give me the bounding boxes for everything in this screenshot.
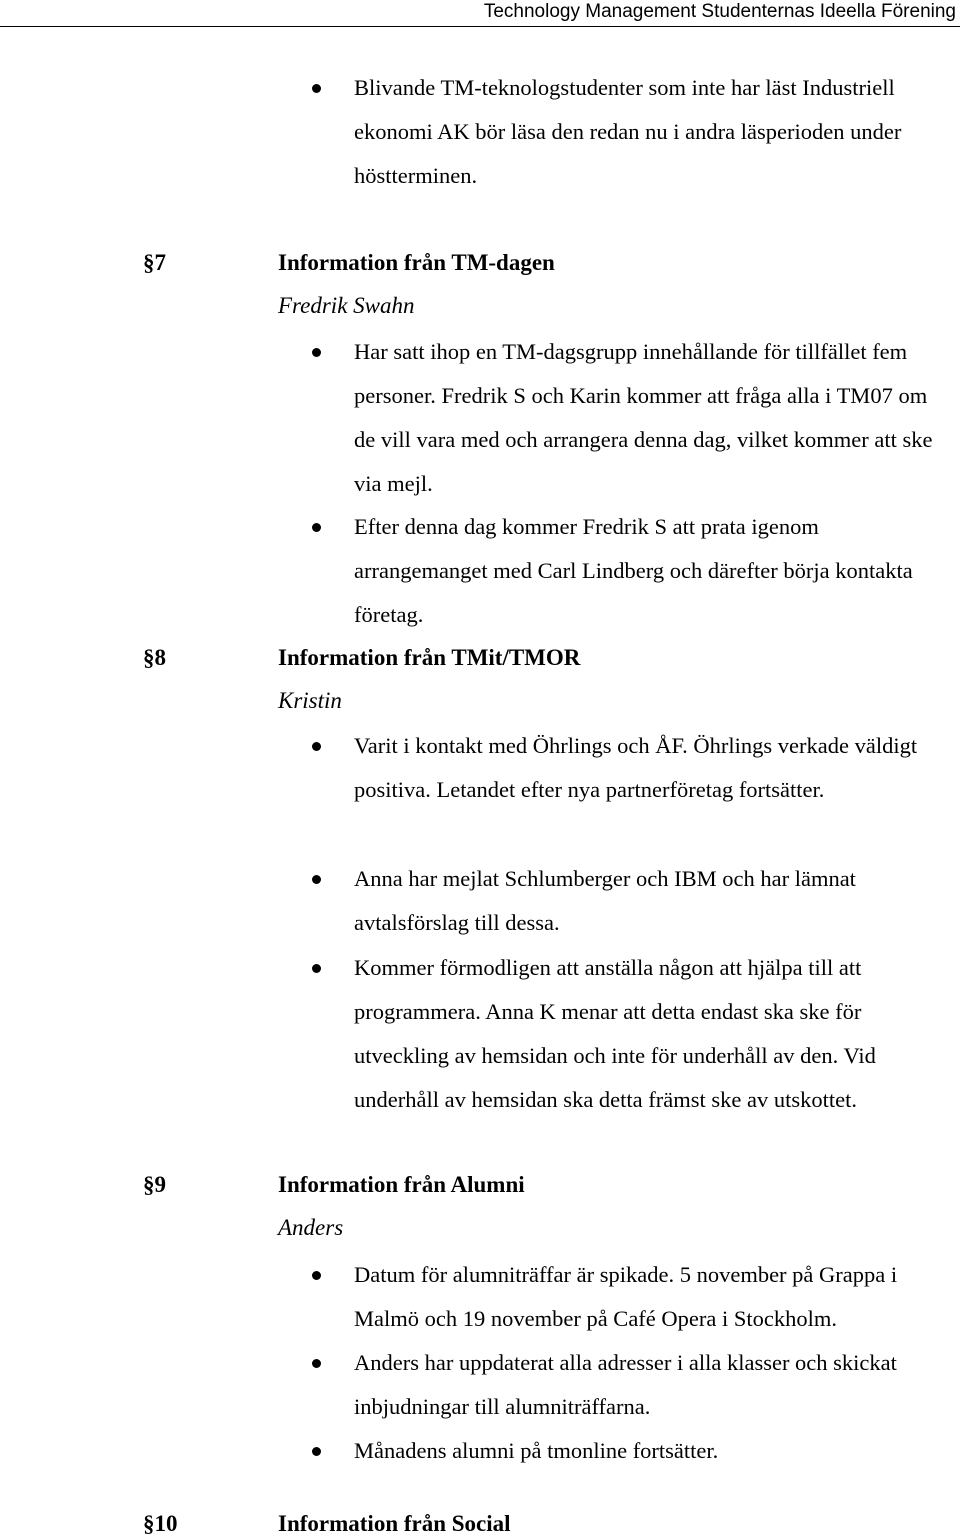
bullet-dot (312, 84, 321, 93)
header-title: Technology Management Studenternas Ideella Förening (483, 1, 956, 22)
bullet-dot (312, 742, 321, 751)
bullet-dot (312, 875, 321, 884)
page-header (0, 0, 960, 26)
section-number: §7 (143, 250, 166, 275)
section-presenter: Kristin (278, 688, 342, 713)
bullet-text: Datum för alumniträffar är spikade. 5 november på Grappa i Malmö och 19 november på Café Opera i Stockholm. (354, 1262, 898, 1331)
bullet-text: Efter denna dag kommer Fredrik S att prata igenom arrangemanget med Carl Lindberg och därefter börja kontakta företag. (354, 514, 913, 627)
section-number: §8 (143, 645, 166, 670)
bullet-dot (312, 1447, 321, 1456)
section-title: Information från Social (278, 1511, 511, 1536)
section-title: Information från Alumni (278, 1172, 525, 1197)
bullet-dot (312, 964, 321, 973)
bullet-text: Månadens alumni på tmonline fortsätter. (354, 1438, 719, 1463)
section-number: §10 (143, 1511, 178, 1536)
bullet-text: Anna har mejlat Schlumberger och IBM och har lämnat avtalsförslag till dessa. (354, 866, 856, 935)
section-presenter: Fredrik Swahn (278, 293, 415, 318)
bullet-text: Kommer förmodligen att anställa någon att hjälpa till att programmera. Anna K menar att detta endast ska ske för utveckling av hemsidan och inte för underhåll av den. Vid underhåll av hemsidan ska detta främst ske av utskottet. (354, 955, 876, 1112)
section-presenter: Anders (278, 1215, 344, 1240)
bullet-dot (312, 523, 321, 532)
bullet-dot (312, 348, 321, 357)
section-number: §9 (143, 1172, 166, 1197)
bullet-text: Har satt ihop en TM-dagsgrupp innehållande för tillfället fem personer. Fredrik S och Karin kommer att fråga alla i TM07 om de vill vara med och arrangera denna dag, vilket kommer att ske via mejl. (354, 339, 933, 496)
bullet-text: Blivande TM-teknologstudenter som inte har läst Industriell ekonomi AK bör läsa den redan nu i andra läsperioden under höstterminen. (354, 75, 902, 188)
section-title: Information från TM-dagen (278, 250, 555, 275)
header-rule (0, 26, 960, 27)
bullet-text: Varit i kontakt med Öhrlings och ÅF. Öhrlings verkade väldigt positiva. Letandet efter nya partnerföretag fortsätter. (354, 733, 918, 802)
bullet-dot (312, 1271, 321, 1280)
section-title: Information från TMit/TMOR (278, 645, 581, 670)
bullet-dot (312, 1359, 321, 1368)
bullet-text: Anders har uppdaterat alla adresser i alla klasser och skickat inbjudningar till alumniträffarna. (354, 1350, 897, 1419)
